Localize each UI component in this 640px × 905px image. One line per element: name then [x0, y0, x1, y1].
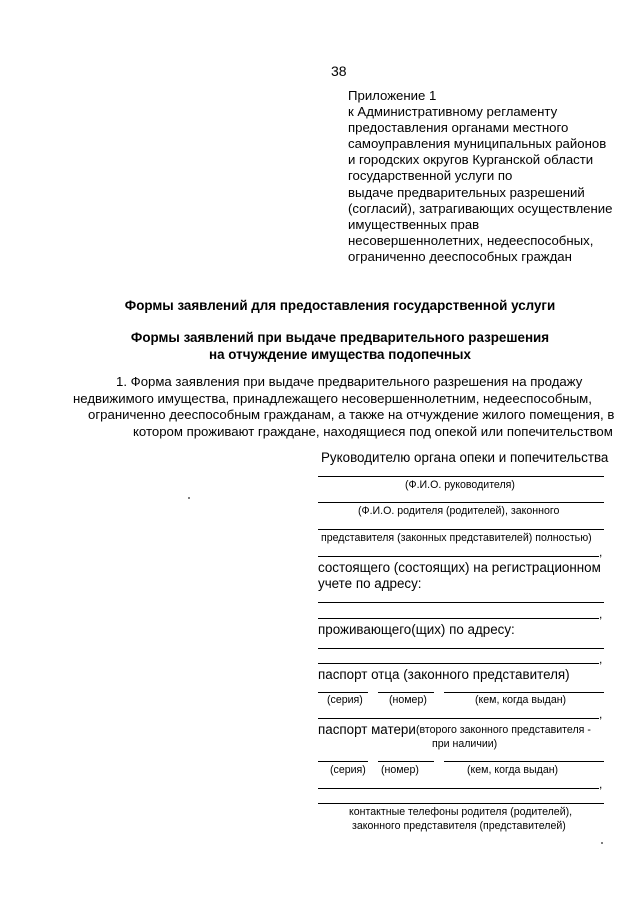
father-passport-series-line[interactable]	[318, 692, 368, 693]
paragraph-line: ограниченно дееспособным гражданам, а также на отчуждение жилого помещения, в	[88, 407, 615, 422]
comma-mark: ,	[599, 707, 603, 721]
registered-address-label-line2: учете по адресу:	[318, 576, 422, 591]
sub-heading-line2: на отчуждение имущества подопечных	[209, 347, 471, 362]
sub-heading-line1: Формы заявлений при выдаче предварительного разрешения	[130, 330, 550, 345]
appendix-line: (согласий), затрагивающих осуществление	[348, 200, 613, 216]
mother-passport-line-2[interactable]	[318, 788, 599, 789]
appendix-line: Приложение 1	[348, 88, 437, 103]
appendix-header	[348, 88, 633, 265]
appendix-line: предоставления органами местного	[348, 120, 569, 136]
appendix-line: самоуправления муниципальных районов	[348, 136, 607, 152]
father-issued-caption: (кем, когда выдан)	[475, 694, 567, 706]
form-description-paragraph	[70, 374, 630, 440]
comma-mark: ,	[599, 777, 603, 791]
mother-passport-issued-line[interactable]	[444, 761, 604, 762]
appendix-line: имущественных прав	[348, 216, 480, 232]
father-passport-number-line[interactable]	[378, 692, 434, 693]
appendix-line: государственной услуги по	[348, 168, 513, 184]
mother-series-caption: (серия)	[330, 764, 366, 776]
head-name-line[interactable]	[318, 476, 604, 477]
appendix-line: к Административному регламенту	[348, 104, 558, 120]
head-name-caption: (Ф.И.О. руководителя)	[405, 479, 515, 491]
residing-address-line[interactable]	[318, 648, 604, 649]
comma-mark: ,	[599, 607, 603, 621]
mother-number-caption: (номер)	[381, 764, 419, 776]
father-number-caption: (номер)	[389, 694, 427, 706]
paragraph-line: котором проживают граждане, находящиеся под опекой или попечительством	[133, 423, 613, 439]
mother-passport-label: паспорт матери	[318, 722, 416, 737]
scan-speck	[601, 842, 603, 844]
registered-address-line[interactable]	[318, 602, 604, 603]
comma-mark: ,	[599, 545, 603, 559]
registered-address-label-line1: состоящего (состоящих) на регистрационном	[318, 560, 601, 575]
mother-passport-note-line1: (второго законного представителя -	[416, 724, 591, 736]
main-heading: Формы заявлений для предоставления государственной услуги	[124, 298, 556, 313]
representative-name-line-continued[interactable]	[318, 556, 599, 557]
page-number: 38	[331, 63, 347, 79]
appendix-line: ограниченно дееспособных граждан	[348, 248, 572, 264]
father-passport-label: паспорт отца (законного представителя)	[318, 667, 570, 682]
parent-name-line[interactable]	[318, 502, 604, 503]
mother-passport-series-line[interactable]	[318, 761, 368, 762]
appendix-line: выдаче предварительных разрешений	[348, 184, 585, 200]
mother-issued-caption: (кем, когда выдан)	[467, 764, 559, 776]
mother-passport-number-line[interactable]	[378, 761, 434, 762]
contact-phones-caption-line1: контактные телефоны родителя (родителей),	[349, 806, 573, 818]
paragraph-line: 1. Форма заявления при выдаче предварительного разрешения на продажу	[116, 374, 583, 389]
father-series-caption: (серия)	[327, 694, 363, 706]
residing-address-line-2[interactable]	[318, 663, 599, 664]
contact-phones-line[interactable]	[318, 803, 604, 804]
comma-mark: ,	[599, 652, 603, 666]
appendix-line: несовершеннолетних, недееспособных,	[348, 232, 594, 248]
representative-caption: представителя (законных представителей) полностью)	[321, 532, 592, 544]
representative-name-line[interactable]	[318, 529, 604, 530]
appendix-line: и городских округов Курганской области	[348, 152, 594, 168]
father-passport-line-2[interactable]	[318, 718, 599, 719]
father-passport-issued-line[interactable]	[444, 692, 604, 693]
parent-name-caption: (Ф.И.О. родителя (родителей), законного	[358, 505, 560, 517]
registered-address-line-2[interactable]	[318, 618, 599, 619]
mother-passport-note-line2: при наличии)	[432, 738, 498, 750]
contact-phones-caption-line2: законного представителя (представителей)	[352, 820, 566, 832]
paragraph-line: недвижимого имущества, принадлежащего несовершеннолетним, недееспособным,	[73, 390, 592, 406]
scan-speck	[188, 497, 190, 499]
addressee-label: Руководителю органа опеки и попечительства	[321, 450, 609, 465]
residing-address-label: проживающего(щих) по адресу:	[318, 622, 515, 637]
